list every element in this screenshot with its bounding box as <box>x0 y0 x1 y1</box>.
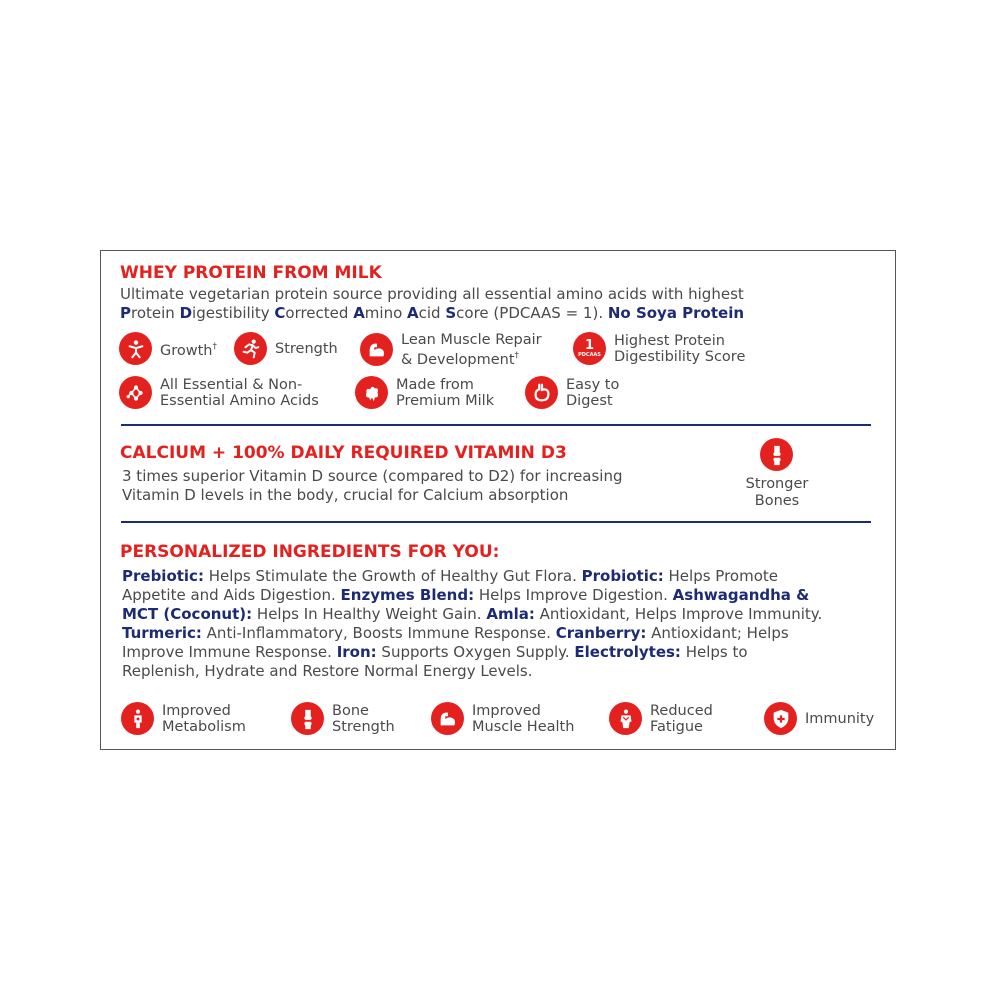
stronger-bones-label: Stronger Bones <box>745 476 809 509</box>
growth-icon <box>119 332 152 365</box>
feature-digest-label2: Digest <box>566 392 613 409</box>
calcium-description-line2: Vitamin D levels in the body, crucial for Calcium absorption <box>122 486 569 504</box>
benefit-fatigue-label1: Reduced <box>650 702 713 719</box>
feature-growth-label: Growth <box>160 342 213 359</box>
calcium-heading: CALCIUM + 100% DAILY REQUIRED VITAMIN D3 <box>120 443 567 463</box>
feature-growth: Growth† <box>119 332 217 365</box>
feature-premium-milk <box>355 376 494 409</box>
body-metabolism-icon <box>121 702 154 735</box>
bone-joint-icon <box>760 438 793 471</box>
shield-icon <box>764 702 797 735</box>
feature-digest-label1: Easy to <box>566 376 620 393</box>
feature-lean-muscle: Lean Muscle Repair & Development† <box>360 332 542 368</box>
benefit-fatigue-label2: Fatigue <box>650 718 703 735</box>
body-fatigue-icon <box>609 702 642 735</box>
benefit-muscle-health <box>431 702 574 735</box>
ingredients-line6: Replenish, Hydrate and Restore Normal Energy Levels. <box>122 662 533 680</box>
feature-lean-muscle-label1: Lean Muscle Repair <box>401 332 542 348</box>
pdcaas-badge-icon: 1 PDCAAS <box>573 332 606 365</box>
muscle-arm-icon <box>431 702 464 735</box>
whey-description-line1: Ultimate vegetarian protein source providing all essential amino acids with highest <box>120 285 744 303</box>
feature-amino-label1: All Essential & Non- <box>160 376 303 393</box>
benefit-bone-strength <box>291 702 395 735</box>
ingredients-line1: Prebiotic: Helps Stimulate the Growth of Healthy Gut Flora. Probiotic: Helps Promote <box>122 567 778 585</box>
benefit-metabolism <box>121 702 246 735</box>
feature-pdcaas-label2: Digestibility Score <box>614 348 746 365</box>
feature-amino-label2: Essential Amino Acids <box>160 392 319 409</box>
section-divider-2 <box>121 521 871 523</box>
benefit-metabolism-label1: Improved <box>162 702 231 719</box>
benefit-muscle-label2: Muscle Health <box>472 718 575 735</box>
stomach-icon <box>525 376 558 409</box>
bone-icon <box>291 702 324 735</box>
benefit-immunity <box>764 702 874 735</box>
feature-easy-digest <box>525 376 619 409</box>
ingredients-line2: Appetite and Aids Digestion. Enzymes Blend: Helps Improve Digestion. Ashwagandha & <box>122 586 810 604</box>
running-icon <box>234 332 267 365</box>
milk-splash-icon <box>355 376 388 409</box>
ingredients-line4: Turmeric: Anti-Inflammatory, Boosts Immune Response. Cranberry: Antioxidant; Helps <box>122 624 789 642</box>
feature-strength-label: Strength <box>275 340 338 357</box>
feature-amino-acids <box>119 376 319 409</box>
feature-pdcaas-label1: Highest Protein <box>614 332 725 349</box>
product-info-card <box>100 250 896 750</box>
feature-pdcaas <box>573 332 745 365</box>
section-divider-1 <box>121 424 871 426</box>
benefit-reduced-fatigue <box>609 702 713 735</box>
flexed-arm-icon <box>360 333 393 366</box>
no-soya-label: No Soya Protein <box>607 304 745 322</box>
ingredients-line3: MCT (Coconut): Helps In Healthy Weight Gain. Amla: Antioxidant, Helps Improve Immunity. <box>122 605 823 623</box>
feature-lean-muscle-label2: & Development <box>401 351 515 368</box>
benefit-muscle-label1: Improved <box>472 702 541 719</box>
whey-heading: WHEY PROTEIN FROM MILK <box>120 263 382 283</box>
whey-description-line2: Protein Digestibility Corrected Amino Acid Score (PDCAAS = 1). No Soya Protein <box>120 304 745 322</box>
ingredients-heading: PERSONALIZED INGREDIENTS FOR YOU: <box>120 542 500 562</box>
benefit-bone-label1: Bone <box>332 702 369 719</box>
ingredients-line5: Improve Immune Response. Iron: Supports Oxygen Supply. Electrolytes: Helps to <box>122 643 748 661</box>
benefit-metabolism-label2: Metabolism <box>162 718 246 735</box>
feature-milk-label2: Premium Milk <box>396 392 495 409</box>
benefit-bone-label2: Strength <box>332 718 395 735</box>
calcium-description-line1: 3 times superior Vitamin D source (compared to D2) for increasing <box>122 467 623 485</box>
feature-milk-label1: Made from <box>396 376 474 393</box>
benefit-immunity-label: Immunity <box>805 710 875 727</box>
molecule-icon <box>119 376 152 409</box>
feature-strength <box>234 332 338 365</box>
